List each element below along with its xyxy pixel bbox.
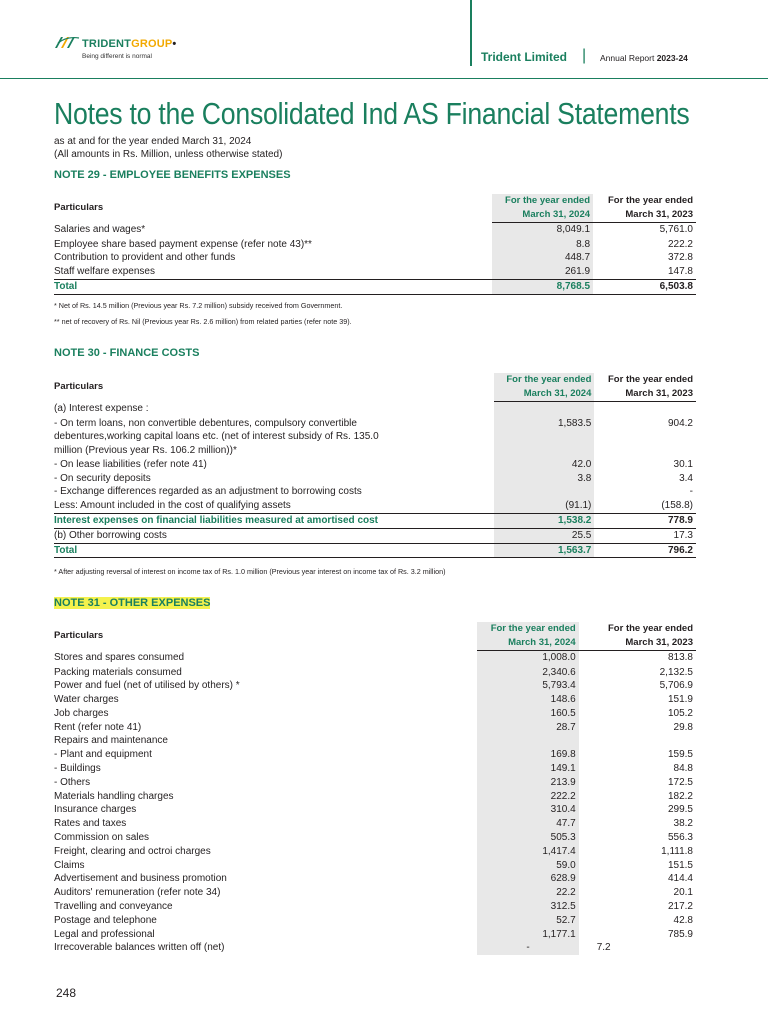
- note29-heading: NOTE 29 - EMPLOYEE BENEFITS EXPENSES: [54, 169, 291, 181]
- logo-wordmark: TRIDENTGROUP•: [82, 38, 177, 50]
- table-row: Water charges 148.6 151.9: [54, 694, 693, 706]
- table-row: - Plant and equipment 169.8 159.5: [54, 749, 693, 761]
- table-row: Packing materials consumed 2,340.6 2,132.5: [54, 666, 693, 678]
- col-previous-2: March 31, 2023: [593, 208, 696, 223]
- total-row: Total 1,563.7 796.2: [54, 543, 696, 558]
- note29-footnote-1: * Net of Rs. 14.5 million (Previous year Rs. 7.2 million) subsidy received from Government.: [54, 301, 343, 310]
- note30-table: Particulars For the year ended For the year ended March 31, 2024 March 31, 2023 (a) Interest expense : - On term loans, non convertible debentures, compulsory convertible 1,583.5 904.2 debentures,working capital loans etc. (net of interest subsidy of Rs. 135.0 million (Previous year Rs. 106.2 million))* - On lease liabilities (refer note 41) 42.0 30.1 - On security deposits 3.8 3.4 - Exchange differences regarded as an adjustment to borrowing costs - Less: Amount included in the cost of qualifying assets (91.1) (158.8) Interest expenses on financial liabilities measured at amortised cost 1,538.2 778.9 (b) Other borrowing costs 25.5 17.3 Total 1,563.7 796.2: [54, 373, 696, 558]
- table-row: Claims 59.0 151.5: [54, 859, 693, 871]
- table-row: Advertisement and business promotion 628.9 414.4: [54, 873, 693, 885]
- note30-heading: NOTE 30 - FINANCE COSTS: [54, 347, 200, 359]
- table-row: Legal and professional 1,177.1 785.9: [54, 928, 693, 940]
- table-row: Power and fuel (net of utilised by others) * 5,793.4 5,706.9: [54, 680, 693, 692]
- table-row: Contribution to provident and other funds 448.7 372.8: [54, 252, 693, 264]
- col-current-2: March 31, 2024: [492, 208, 593, 223]
- company-name: Trident Limited: [481, 50, 568, 64]
- table-row: Rates and taxes 47.7 38.2: [54, 818, 693, 830]
- table-row: - On lease liabilities (refer note 41) 42.0 30.1: [54, 458, 693, 470]
- table-row: - On security deposits 3.8 3.4: [54, 472, 693, 484]
- page-subtitle: as at and for the year ended March 31, 2024 (All amounts in Rs. Million, unless otherwise stated): [54, 136, 283, 160]
- table-row: Commission on sales 505.3 556.3: [54, 832, 693, 844]
- table-row: Employee share based payment expense (refer note 43)** 8.8 222.2: [54, 238, 693, 250]
- note31-table: Particulars For the year ended For the year ended March 31, 2024 March 31, 2023 Stores and spares consumed 1,008.0 813.8 Packing materials consumed 2,340.6 2,132.5 Power and fuel (net of utilised by others) * 5,793.4 5,706.9 Water charges 148.6 151.9 Job charges 160.5 105.2 Rent (refer note 41) 28.7 29.8 Repairs and maintenance - Plant and equipment 169.8 159.5 - Buildings 149.1 84.8 - Others 213.9 172.5 Materials handling charges 222.2 182.2 Insurance charges 310.4 299.5 Rates and taxes 47.7 38.2 Commission on sales 505.3 556.3 Freight, clearing and octroi charges 1,417.4 1,111.8 Claims 59.0 151.5 Advertisement and business promotion 628.9 414.4 Auditors' remuneration (refer note 34) 22.2 20.1 Travelling and conveyance 312.5 217.2 Postage and telephone 52.7 42.8 Legal and professional 1,177.1 785.9 Irrecoverable balances written off (net) - 7.2: [54, 622, 696, 955]
- table-header: Particulars For the year ended For the year ended: [54, 623, 693, 642]
- total-row: Total 8,768.5 6,503.8: [54, 279, 696, 294]
- table-row: Job charges 160.5 105.2: [54, 707, 693, 719]
- trident-logo-icon: [54, 34, 80, 50]
- note29-footnote-2: ** net of recovery of Rs. Nil (Previous year Rs. 2.6 million) from related parties (refer note 39).: [54, 317, 352, 326]
- table-row: Repairs and maintenance: [54, 734, 696, 748]
- note29-table: [54, 194, 696, 295]
- table-row: Rent (refer note 41) 28.7 29.8: [54, 721, 693, 733]
- header-divider: [470, 0, 472, 66]
- header-separator: |: [582, 47, 587, 64]
- table-row: - Exchange differences regarded as an adjustment to borrowing costs -: [54, 486, 693, 498]
- col-previous-1: For the year ended: [608, 195, 693, 206]
- table-row: Salaries and wages* 8,049.1 5,761.0: [54, 223, 696, 238]
- table-header: Particulars For the year ended For the year ended: [54, 374, 693, 393]
- page-number: 248: [56, 986, 77, 1000]
- note30-footnote: * After adjusting reversal of interest on income tax of Rs. 1.0 million (Previous year interest on income tax of Rs. 3.2 million): [54, 567, 446, 576]
- table-row: Insurance charges 310.4 299.5: [54, 804, 693, 816]
- logo-tagline: Being different is normal: [82, 53, 152, 60]
- table-row: - Buildings 149.1 84.8: [54, 763, 693, 775]
- table-row: - On term loans, non convertible debentures, compulsory convertible 1,583.5 904.2: [54, 417, 693, 429]
- page-title: Notes to the Consolidated Ind AS Financial Statements: [54, 96, 690, 131]
- col-particulars: Particulars: [54, 202, 104, 214]
- table-row: Materials handling charges 222.2 182.2: [54, 790, 693, 802]
- col-current-1: For the year ended: [492, 194, 593, 208]
- table-row: Postage and telephone 52.7 42.8: [54, 914, 693, 926]
- table-row: Stores and spares consumed 1,008.0 813.8: [54, 651, 696, 666]
- header-rule: [0, 78, 768, 79]
- table-row: Freight, clearing and octroi charges 1,417.4 1,111.8: [54, 845, 693, 857]
- report-title: Annual Report 2023-24: [600, 53, 688, 63]
- table-row: debentures,working capital loans etc. (net of interest subsidy of Rs. 135.0: [54, 430, 696, 444]
- table-row: - Others 213.9 172.5: [54, 776, 693, 788]
- table-row: Irrecoverable balances written off (net) - 7.2: [54, 942, 611, 954]
- table-header: [54, 194, 696, 208]
- table-row: (a) Interest expense :: [54, 402, 696, 417]
- table-row: million (Previous year Rs. 106.2 million))*: [54, 444, 696, 458]
- table-row: Less: Amount included in the cost of qualifying assets (91.1) (158.8): [54, 499, 696, 513]
- table-row: Travelling and conveyance 312.5 217.2: [54, 901, 693, 913]
- table-row: Auditors' remuneration (refer note 34) 22.2 20.1: [54, 887, 693, 899]
- note31-heading: NOTE 31 - OTHER EXPENSES: [54, 597, 211, 609]
- table-row: Interest expenses on financial liabilities measured at amortised cost 1,538.2 778.9: [54, 514, 696, 529]
- table-row: (b) Other borrowing costs 25.5 17.3: [54, 528, 696, 543]
- table-row: Staff welfare expenses 261.9 147.8: [54, 265, 696, 279]
